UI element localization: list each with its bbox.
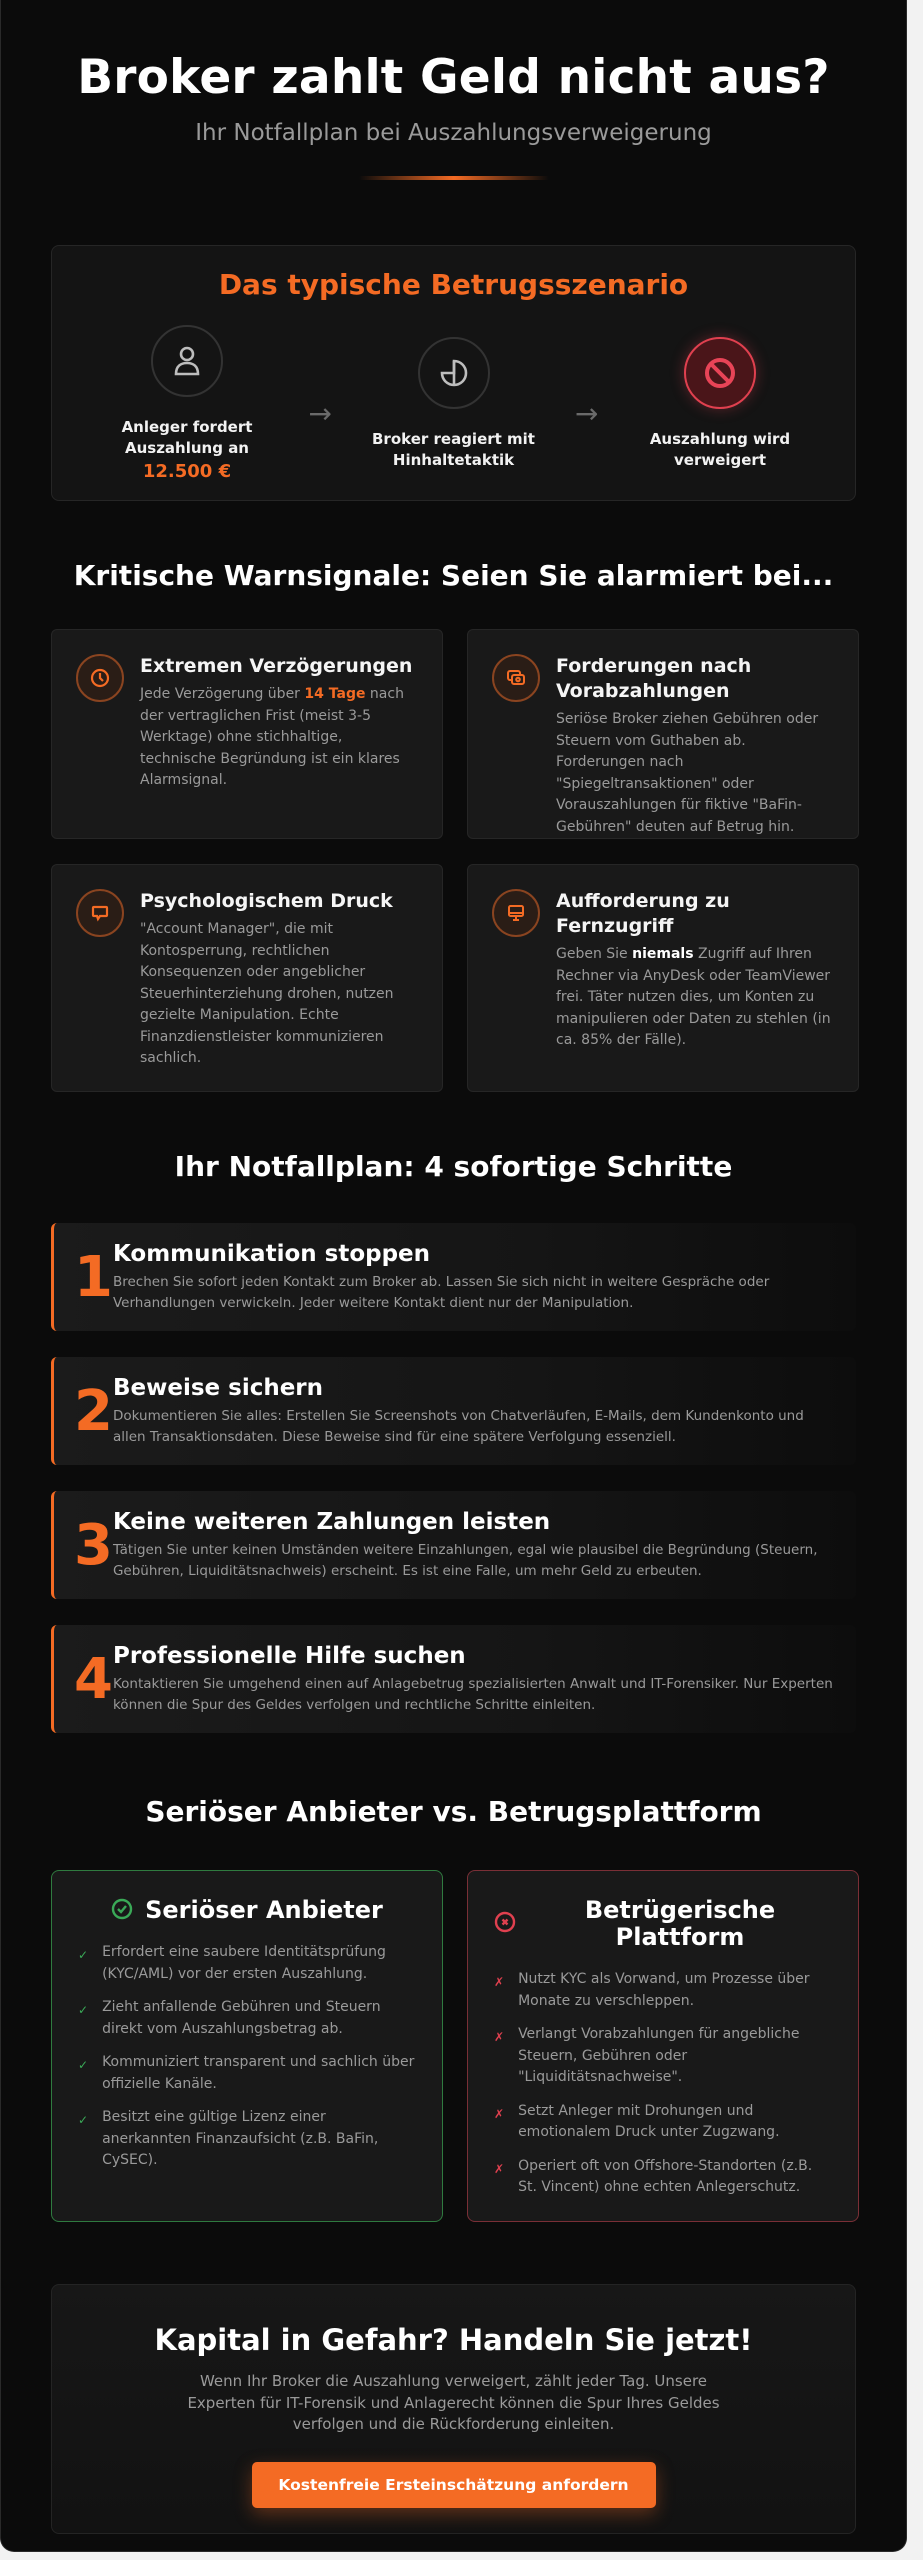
cross-icon: ✗: [494, 2161, 505, 2176]
cta-title: Kapital in Gefahr? Handeln Sie jetzt!: [154, 2323, 753, 2357]
warning-card-delays: [51, 629, 443, 839]
page-title: Broker zahlt Geld nicht aus?: [77, 50, 830, 105]
hero-header: [1, 0, 906, 180]
check-icon: ✓: [78, 2003, 89, 2017]
cta-text: Wenn Ihr Broker die Auszahlung verweigert, zählt jeder Tag. Unsere Experten für IT-Forensik und Anlagerecht können die Spur Ihres Geldes verfolgen und die Rückforderung einleiten.: [187, 2372, 720, 2433]
warning-card-remote-access: [467, 864, 859, 1092]
highlight-never: niemals: [632, 946, 694, 962]
list-item: ✗ Verlangt Vorabzahlungen für angebliche Steuern, Gebühren oder "Liquiditätsnachweise".: [494, 2024, 832, 2089]
warning-text: Seriöse Broker ziehen Gebühren oder Steuern vom Guthaben ab. Forderungen nach "Spiegeltransaktionen" oder Vorauszahlungen für fiktive "BaFin-Gebühren" deuten auf Betrug hin.: [556, 711, 819, 835]
user-icon: [151, 325, 223, 397]
warnings-title: Kritische Warnsignale: Seien Sie alarmiert bei...: [73, 559, 834, 592]
check-icon: ✓: [78, 2113, 89, 2127]
plan-step-1: [51, 1223, 856, 1331]
warning-title: Forderungen nach Vorabzahlungen: [556, 655, 752, 702]
check-icon: ✓: [78, 1948, 89, 1962]
scenario-step-delay: [359, 337, 549, 471]
step-title: Beweise sichern: [112, 1375, 324, 1401]
list-item: ✓ Zieht anfallende Gebühren und Steuern direkt vom Auszahlungsbetrag ab.: [78, 1997, 416, 2040]
x-circle-icon: [494, 1911, 516, 1937]
step-text: Tätigen Sie unter keinen Umständen weitere Einzahlungen, egal wie plausibel die Begründung (Steuern, Gebühren, Liquiditätsnachweis) erscheint. Es ist eine Falle, um mehr Geld zu erbeuten.: [112, 1542, 818, 1579]
highlight-days: 14 Tage: [304, 686, 366, 702]
clock-icon: [76, 654, 124, 702]
scenario-title: Das typische Betrugsszenario: [218, 268, 689, 301]
warning-title: Psychologischem Druck: [140, 890, 393, 912]
scenario-step-label: Auszahlung wird verweigert: [649, 430, 791, 469]
list-item: ✓ Erfordert eine saubere Identitätsprüfung (KYC/AML) vor der ersten Auszahlung.: [78, 1942, 416, 1985]
step-title: Professionelle Hilfe suchen: [112, 1643, 466, 1669]
scenario-step-label: Anleger fordert Auszahlung an: [121, 418, 253, 457]
scenario-step-request: [92, 325, 282, 482]
warning-text: Geben Sie niemals Zugriff auf Ihren Rechner via AnyDesk oder TeamViewer frei. Täter nutzen dies, um Konten zu manipulieren oder Daten zu stehlen (in ca. 85% der Fälle).: [556, 946, 831, 1048]
warnings-grid: [51, 629, 856, 1092]
arrow-right-icon: →: [308, 397, 332, 430]
plan-step-3: [51, 1491, 856, 1599]
step-number: 1: [74, 1244, 113, 1310]
fraud-platform-list: [494, 1969, 832, 2199]
call-to-action: [51, 2284, 856, 2534]
plan-step-4: [51, 1625, 856, 1733]
scenario-flow: [92, 325, 815, 482]
arrow-right-icon: →: [575, 397, 599, 430]
check-circle-icon: [111, 1898, 133, 1924]
step-number: 3: [74, 1512, 113, 1578]
page-subtitle: Ihr Notfallplan bei Auszahlungsverweigerung: [195, 120, 712, 146]
cross-icon: ✗: [494, 2030, 505, 2044]
list-item: ✗ Operiert oft von Offshore-Standorten (z.B. St. Vincent) ohne echten Anlegerschutz.: [494, 2156, 832, 2199]
step-number: 2: [74, 1378, 113, 1444]
pie-chart-icon: [418, 337, 490, 409]
step-title: Keine weiteren Zahlungen leisten: [112, 1509, 551, 1535]
fraud-platform-card: [467, 1870, 859, 2222]
scenario-panel: [51, 245, 856, 501]
comparison-grid: [51, 1870, 856, 2222]
legit-provider-title: Seriöser Anbieter: [145, 1896, 383, 1924]
warning-text: "Account Manager", die mit Kontosperrung, rechtlichen Konsequenzen oder angeblicher Steuerhinterziehung drohen, nutzen gezielte Manipulation. Echte Finanzdienstleister kommunizieren sachlich.: [140, 921, 394, 1066]
legit-provider-list: [78, 1942, 416, 2172]
chat-icon: [76, 889, 124, 937]
plan-step-2: [51, 1357, 856, 1465]
step-text: Brechen Sie sofort jeden Kontakt zum Broker ab. Lassen Sie sich nicht in weitere Gespräche oder Verhandlungen verwickeln. Jeder weitere Kontakt dient nur der Manipulation.: [112, 1274, 770, 1311]
fraud-platform-title: Betrügerische Plattform: [584, 1896, 776, 1951]
warning-title: Aufforderung zu Fernzugriff: [556, 890, 730, 937]
scenario-step-refused: [625, 337, 815, 471]
list-item: ✗ Setzt Anleger mit Drohungen und emotionalem Druck unter Zugzwang.: [494, 2101, 832, 2144]
ban-icon: [684, 337, 756, 409]
check-icon: ✓: [78, 2058, 89, 2072]
warning-card-pressure: [51, 864, 443, 1092]
plan-steps: [51, 1223, 856, 1733]
step-text: Dokumentieren Sie alles: Erstellen Sie Screenshots von Chatverläufen, E-Mails, dem Kundenkonto und allen Transaktionsdaten. Diese Beweise sind für eine spätere Verfolgung essenziell.: [112, 1408, 804, 1445]
step-title: Kommunikation stoppen: [112, 1241, 431, 1267]
plan-title: Ihr Notfallplan: 4 sofortige Schritte: [174, 1150, 733, 1183]
list-item: ✓ Kommuniziert transparent und sachlich über offizielle Kanäle.: [78, 2052, 416, 2095]
cross-icon: ✗: [494, 2106, 505, 2121]
request-assessment-button[interactable]: Kostenfreie Ersteinschätzung anfordern: [252, 2462, 656, 2508]
list-item: ✗ Nutzt KYC als Vorwand, um Prozesse über Monate zu verschleppen.: [494, 1969, 832, 2012]
scenario-step-label: Broker reagiert mit Hinhaltetaktik: [372, 430, 535, 469]
list-item: ✓ Besitzt eine gültige Lizenz einer anerkannten Finanzaufsicht (z.B. BaFin, CySEC).: [78, 2107, 416, 2172]
warning-card-prepayments: [467, 629, 859, 839]
step-number: 4: [74, 1646, 113, 1712]
withdrawal-amount: 12.500 €: [142, 461, 232, 482]
warning-text: Jede Verzögerung über 14 Tage nach der vertraglichen Frist (meist 3-5 Werktage) ohne stichhaltige, technische Begründung ist ein klares Alarmsignal.: [140, 686, 404, 788]
warning-title: Extremen Verzögerungen: [140, 655, 413, 677]
legit-provider-card: [51, 1870, 443, 2222]
comparison-title: Seriöser Anbieter vs. Betrugsplattform: [145, 1795, 762, 1828]
monitor-icon: [492, 889, 540, 937]
cross-icon: ✗: [494, 1975, 505, 1989]
money-icon: [492, 654, 540, 702]
title-divider: [359, 176, 549, 180]
step-text: Kontaktieren Sie umgehend einen auf Anlagebetrug spezialisierten Anwalt und IT-Forensiker. Nur Experten können die Spur des Geldes verfolgen und rechtliche Schritte einleiten.: [112, 1676, 833, 1713]
